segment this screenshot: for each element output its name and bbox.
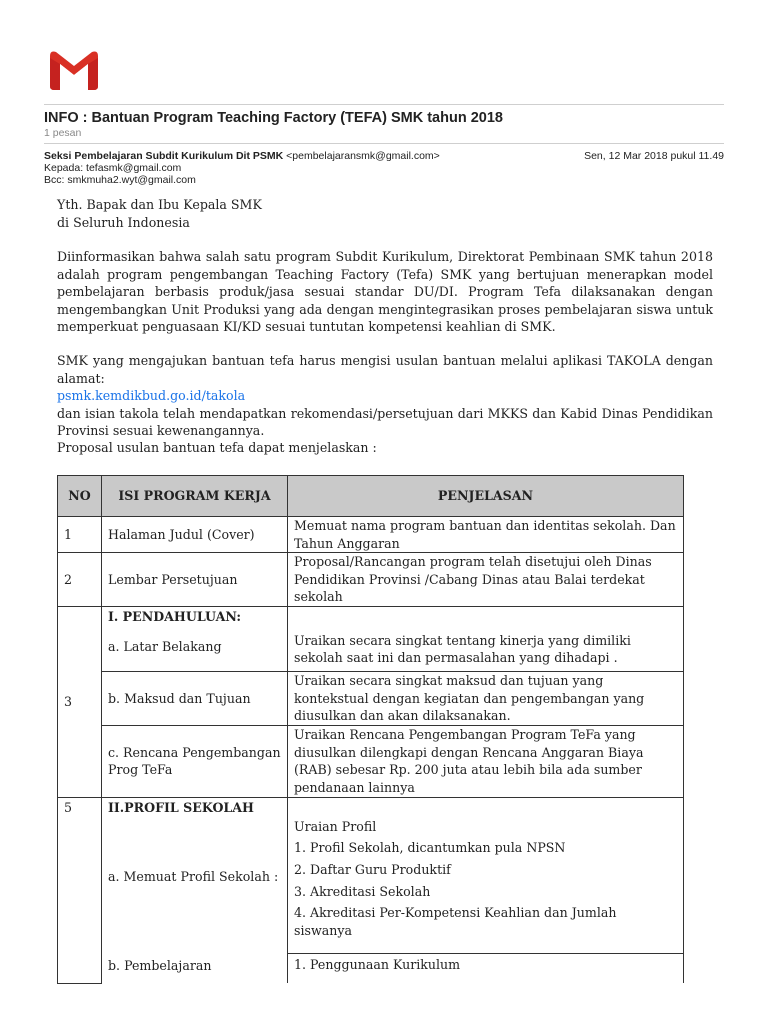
table-row: [58, 517, 684, 553]
header-desc: PENJELASAN: [288, 476, 684, 517]
list-item: 1. Profil Sekolah, dicantumkan pula NPSN: [294, 840, 566, 856]
sender-email[interactable]: <pembelajaransmk@gmail.com>: [286, 150, 440, 162]
cell-desc: Uraikan Rencana Pengembangan Program TeFa yang diusulkan dilengkapi dengan Rencana Anggaran Biaya (RAB) sebesar Rp. 200 juta atau lebih bila ada sumber pendanaan lainnya: [288, 725, 684, 797]
paragraph-text: SMK yang mengajukan bantuan tefa harus mengisi usulan bantuan melalui aplikasi TAKOLA dengan alamat:: [57, 353, 713, 386]
cell-item: [102, 606, 288, 671]
section-heading: II.PROFIL SEKOLAH: [108, 799, 254, 815]
bcc-line: Bcc: smkmuha2.wyt@gmail.com: [44, 174, 196, 186]
cell-item: b. Pembelajaran: [102, 953, 288, 983]
sub-item: a. Latar Belakang: [108, 638, 222, 654]
letter-paragraph-1: [57, 248, 713, 336]
cell-no: 5: [58, 797, 102, 983]
list-item: 3. Akreditasi Sekolah: [294, 883, 431, 899]
cell-desc: Memuat nama program bantuan dan identitas sekolah. Dan Tahun Anggaran: [288, 517, 684, 553]
cell-item: b. Maksud dan Tujuan: [102, 671, 288, 725]
letter-paragraph-3: [57, 439, 713, 457]
table-row: [58, 797, 684, 953]
cell-item: c. Rencana Pengembangan Prog TeFa: [102, 725, 288, 797]
cell-desc: [288, 797, 684, 953]
cell-item: Halaman Judul (Cover): [102, 517, 288, 553]
letter-paragraph-2: [57, 352, 713, 440]
subject-divider: [44, 143, 724, 144]
paragraph-text: Proposal usulan bantuan tefa dapat menjelaskan :: [57, 440, 377, 455]
header-divider: [44, 104, 724, 105]
cell-desc: 1. Penggunaan Kurikulum: [288, 953, 684, 983]
sender-line: [44, 150, 440, 162]
cell-no: 2: [58, 553, 102, 607]
table-row: [58, 671, 684, 725]
table-row: [58, 953, 684, 983]
email-subject: INFO : Bantuan Program Teaching Factory (TEFA) SMK tahun 2018: [44, 110, 503, 126]
cell-no: 3: [58, 606, 102, 797]
table-header-row: [58, 476, 684, 517]
header-no: NO: [58, 476, 102, 517]
profile-title: Uraian Profil: [294, 818, 377, 834]
cell-desc: Uraikan secara singkat maksud dan tujuan yang kontekstual dengan kegiatan dan pengembangan yang diusulkan dan akan dilaksanakan.: [288, 671, 684, 725]
list-item: 4. Akreditasi Per-Kompetensi Keahlian dan Jumlah siswanya: [294, 905, 617, 938]
email-date: Sen, 12 Mar 2018 pukul 11.49: [584, 150, 724, 162]
list-item: 2. Daftar Guru Produktif: [294, 861, 451, 877]
greeting-line: Yth. Bapak dan Ibu Kepala SMK: [57, 197, 262, 212]
sub-item: a. Memuat Profil Sekolah :: [108, 869, 279, 885]
greeting-line: di Seluruh Indonesia: [57, 214, 190, 230]
paragraph-text: Diinformasikan bahwa salah satu program Subdit Kurikulum, Direktorat Pembinaan SMK tahun 2018 adalah program pengembangan Teaching Factory (Tefa) SMK yang bertujuan menerapkan model pembelajaran berbasis produk/jasa sesuai standar DU/DI. Program Tefa dilaksanakan dengan mengembangkan Unit Produksi yang ada dengan mengintegrasikan proses pembelajaran siswa untuk memperkuat penguasaan KI/KD sesuai tuntutan kompetensi keahlian di SMK.: [57, 249, 713, 335]
cell-item: [102, 797, 288, 953]
letter-greeting: [57, 196, 713, 231]
proposal-table: [57, 475, 684, 984]
cell-item: Lembar Persetujuan: [102, 553, 288, 607]
cell-desc: Proposal/Rancangan program telah disetujui oleh Dinas Pendidikan Provinsi /Cabang Dinas atau Balai terdekat sekolah: [288, 553, 684, 607]
cell-no: 1: [58, 517, 102, 553]
table-row: [58, 606, 684, 671]
table-row: [58, 553, 684, 607]
section-heading: I. PENDAHULUAN:: [108, 608, 242, 624]
header-item: ISI PROGRAM KERJA: [102, 476, 288, 517]
message-count: 1 pesan: [44, 127, 82, 139]
paragraph-text: dan isian takola telah mendapatkan rekomendasi/persetujuan dari MKKS dan Kabid Dinas Pendidikan Provinsi sesuai kewenangannya.: [57, 405, 713, 439]
sender-name[interactable]: Seksi Pembelajaran Subdit Kurikulum Dit PSMK: [44, 150, 284, 162]
table-row: [58, 725, 684, 797]
gmail-logo: [46, 50, 102, 90]
to-line: Kepada: tefasmk@gmail.com: [44, 162, 182, 174]
cell-desc: Uraikan secara singkat tentang kinerja yang dimiliki sekolah saat ini dan permasalahan yang dihadapi .: [288, 606, 684, 671]
takola-link[interactable]: psmk.kemdikbud.go.id/takola: [57, 388, 246, 404]
